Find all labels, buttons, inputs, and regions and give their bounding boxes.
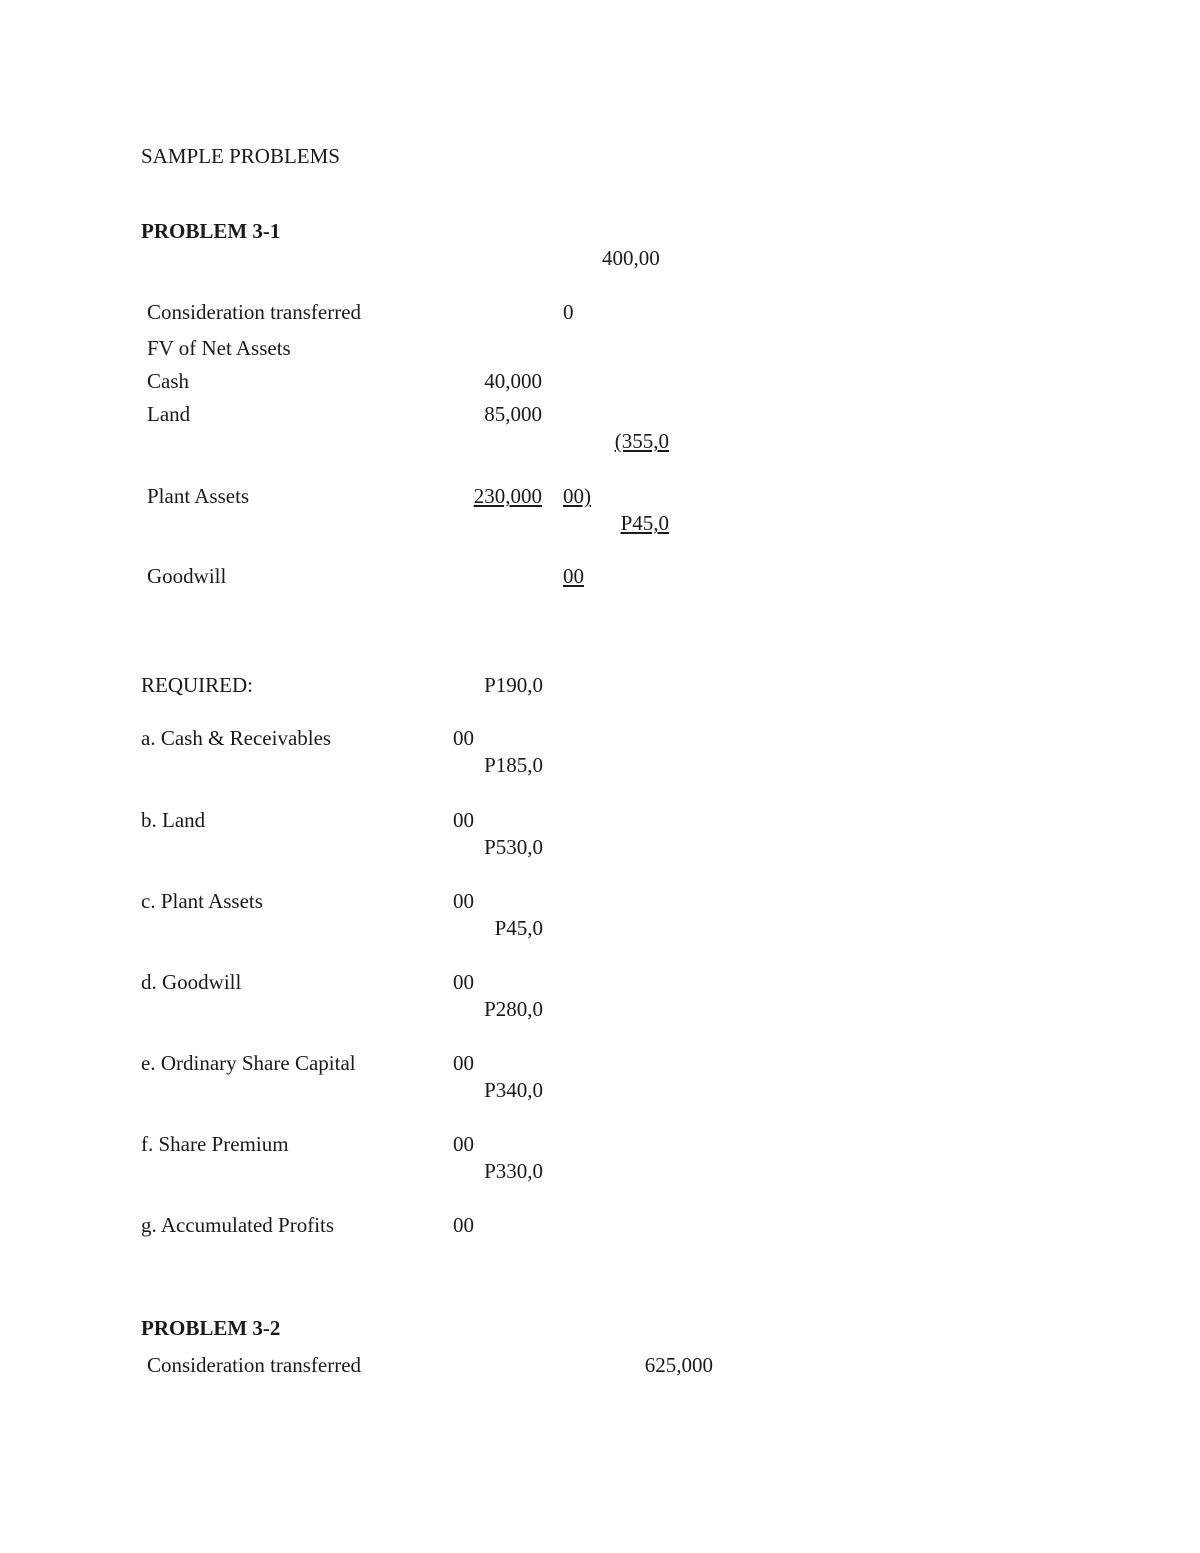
cash-label: Cash xyxy=(147,369,189,393)
problem-3-1-heading: PROBLEM 3-1 xyxy=(141,219,281,243)
required-item-label: f. Share Premium xyxy=(141,1132,289,1156)
required-item-amount-top: P280,0 xyxy=(484,997,543,1021)
consideration-amount-bottom: 0 xyxy=(563,300,574,324)
required-item-amount-bottom: 00 xyxy=(453,889,474,913)
required-item-amount-bottom: 00 xyxy=(453,808,474,832)
goodwill-amount-bottom: 00 xyxy=(563,564,584,588)
required-label: REQUIRED: xyxy=(141,673,253,697)
net-assets-total-top: (355,0 xyxy=(614,429,669,453)
required-item-amount-top: P340,0 xyxy=(484,1078,543,1102)
problem-3-2-consideration-label: Consideration transferred xyxy=(147,1353,362,1377)
required-item-label: c. Plant Assets xyxy=(141,889,263,913)
net-assets-total-bottom: 00) xyxy=(563,484,591,508)
required-item-amount-bottom: 00 xyxy=(453,970,474,994)
required-item-amount-top: P185,0 xyxy=(484,753,543,777)
fv-net-assets-label: FV of Net Assets xyxy=(147,336,291,360)
required-item-amount-bottom: 00 xyxy=(453,1132,474,1156)
required-item-amount-top: P45,0 xyxy=(494,916,543,940)
required-item-amount-bottom: 00 xyxy=(453,1051,474,1075)
consideration-label: Consideration transferred xyxy=(147,300,362,324)
required-item-label: e. Ordinary Share Capital xyxy=(141,1051,356,1075)
required-item-label: g. Accumulated Profits xyxy=(141,1213,335,1237)
problem-3-2-consideration-value: 625,000 xyxy=(644,1353,713,1377)
plant-assets-value: 230,000 xyxy=(473,484,542,508)
required-item-amount-bottom: 00 xyxy=(453,726,474,750)
required-item-amount-top: P330,0 xyxy=(484,1159,543,1183)
plant-assets-label: Plant Assets xyxy=(147,484,250,508)
required-item-amount-top: P530,0 xyxy=(484,835,543,859)
land-label: Land xyxy=(147,402,191,426)
document-title: SAMPLE PROBLEMS xyxy=(141,144,340,168)
required-item-label: a. Cash & Receivables xyxy=(141,726,332,750)
problem-3-2-heading: PROBLEM 3-2 xyxy=(141,1316,281,1340)
required-item-amount-bottom: 00 xyxy=(453,1213,474,1237)
land-value: 85,000 xyxy=(484,402,542,426)
required-item-label: d. Goodwill xyxy=(141,970,242,994)
cash-value: 40,000 xyxy=(484,369,542,393)
required-amount: P190,0 xyxy=(484,673,543,697)
goodwill-amount-top: P45,0 xyxy=(620,511,669,535)
goodwill-label: Goodwill xyxy=(147,564,227,588)
required-item-label: b. Land xyxy=(141,808,206,832)
consideration-amount-top: 400,00 xyxy=(602,246,660,270)
